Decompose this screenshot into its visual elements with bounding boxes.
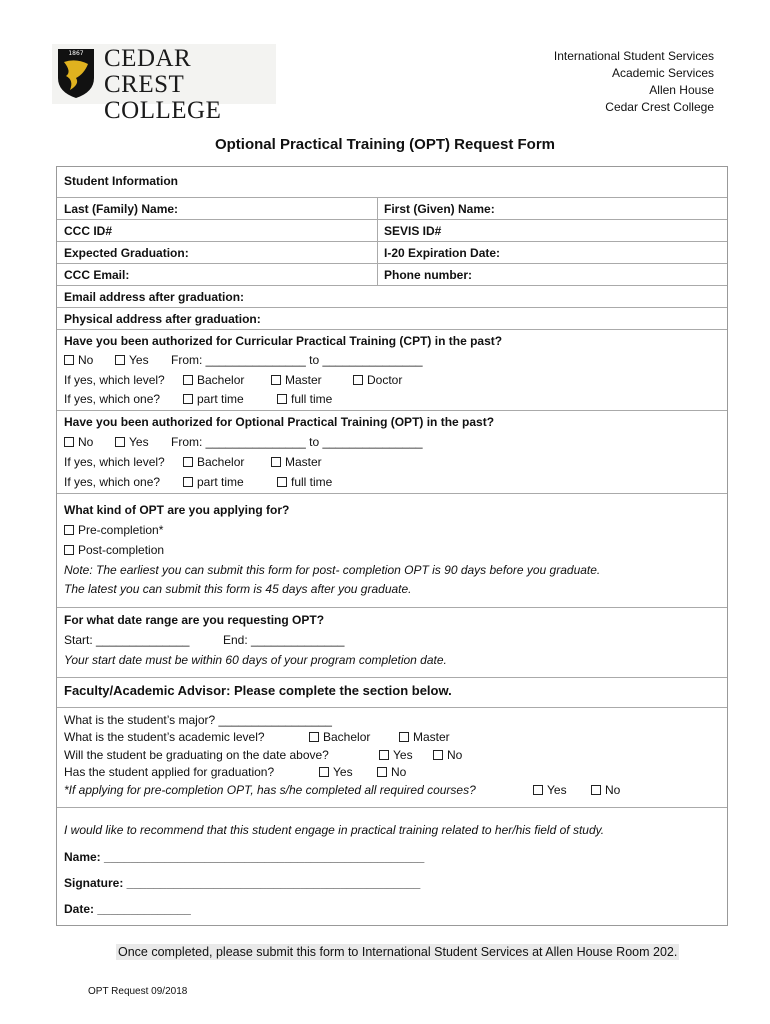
checkbox-icon <box>399 732 409 742</box>
start-date-field[interactable]: Start: ______________ <box>64 633 190 647</box>
shield-icon <box>56 48 96 100</box>
ccc-id-field[interactable]: CCC ID# <box>64 224 113 238</box>
address-line: International Student Services <box>553 49 714 63</box>
opt-kind-note-2: The latest you can submit this form is 45 days after you graduate. <box>64 582 412 596</box>
checkbox-icon <box>115 355 125 365</box>
opt-past-question: Have you been authorized for Optional Practical Training (OPT) in the past? <box>64 415 495 429</box>
graduating-yes-option[interactable]: Yes <box>379 748 413 762</box>
logo-name-line2: COLLEGE <box>104 97 222 124</box>
opt-bachelor-option[interactable]: Bachelor <box>183 455 244 469</box>
office-address <box>554 48 714 116</box>
academic-level-question: What is the student’s academic level? <box>64 730 265 744</box>
opt-part-time-option[interactable]: part time <box>183 475 244 489</box>
physical-address-field[interactable]: Physical address after graduation: <box>64 312 261 326</box>
checkbox-icon <box>64 355 74 365</box>
opt-no-option[interactable]: No <box>64 435 93 449</box>
ccc-email-field[interactable]: CCC Email: <box>64 268 130 282</box>
email-after-field[interactable]: Email address after graduation: <box>64 290 245 304</box>
address-line: Cedar Crest College <box>605 100 714 114</box>
i20-expiration-field[interactable]: I-20 Expiration Date: <box>384 246 501 260</box>
cpt-from-to[interactable]: From: _______________ to _______________ <box>171 353 423 367</box>
checkbox-icon <box>379 750 389 760</box>
major-field[interactable]: What is the student’s major? _________________ <box>64 713 332 727</box>
applied-question: Has the student applied for graduation? <box>64 765 275 779</box>
recommendation-statement: I would like to recommend that this student engage in practical training related to her/his field of study. <box>64 823 605 837</box>
opt-kind-note-1: Note: The earliest you can submit this form for post- completion OPT is 90 days before you graduate. <box>64 563 601 577</box>
opt-yes-option[interactable]: Yes <box>115 435 149 449</box>
cpt-doctor-option[interactable]: Doctor <box>353 373 402 387</box>
courses-question: *If applying for pre-completion OPT, has s/he completed all required courses? <box>64 783 476 797</box>
logo-name-line1: CEDAR CREST <box>104 45 192 98</box>
cpt-bachelor-option[interactable]: Bachelor <box>183 373 244 387</box>
checkbox-icon <box>64 437 74 447</box>
expected-graduation-field[interactable]: Expected Graduation: <box>64 246 189 260</box>
checkbox-icon <box>183 375 193 385</box>
advisor-name-field[interactable]: Name: ________________________________________________ <box>64 850 425 864</box>
cpt-part-time-option[interactable]: part time <box>183 392 244 406</box>
checkbox-icon <box>319 767 329 777</box>
checkbox-icon <box>64 545 74 555</box>
graduating-question: Will the student be graduating on the date above? <box>64 748 329 762</box>
last-name-field[interactable]: Last (Family) Name: <box>64 202 179 216</box>
end-date-field[interactable]: End: ______________ <box>223 633 345 647</box>
advisor-bachelor-option[interactable]: Bachelor <box>309 730 370 744</box>
applied-no-option[interactable]: No <box>377 765 406 779</box>
checkbox-icon <box>309 732 319 742</box>
checkbox-icon <box>271 375 281 385</box>
cpt-full-time-option[interactable]: full time <box>277 392 332 406</box>
form-revision: OPT Request 09/2018 <box>88 986 188 997</box>
section-student-heading: Student Information <box>64 174 178 188</box>
cpt-level-question: If yes, which level? <box>64 373 165 387</box>
courses-yes-option[interactable]: Yes <box>533 783 567 797</box>
checkbox-icon <box>591 785 601 795</box>
college-logo <box>52 44 276 124</box>
advisor-signature-field[interactable]: Signature: ____________________________________________ <box>64 876 421 890</box>
checkbox-icon <box>277 477 287 487</box>
advisor-heading: Faculty/Academic Advisor: Please complete the section below. <box>64 683 452 698</box>
graduating-no-option[interactable]: No <box>433 748 462 762</box>
checkbox-icon <box>183 394 193 404</box>
checkbox-icon <box>183 477 193 487</box>
courses-no-option[interactable]: No <box>591 783 620 797</box>
submission-instructions: Once completed, please submit this form to International Student Services at Allen House Room 202. <box>118 945 678 959</box>
form-title: Optional Practical Training (OPT) Request Form <box>214 136 556 153</box>
svg-text:1867: 1867 <box>68 50 84 57</box>
cpt-no-option[interactable]: No <box>64 353 93 367</box>
phone-field[interactable]: Phone number: <box>384 268 473 282</box>
checkbox-icon <box>183 457 193 467</box>
applied-yes-option[interactable]: Yes <box>319 765 353 779</box>
checkbox-icon <box>377 767 387 777</box>
opt-which-question: If yes, which one? <box>64 475 161 489</box>
checkbox-icon <box>533 785 543 795</box>
address-line: Academic Services <box>611 66 714 80</box>
cpt-question: Have you been authorized for Curricular Practical Training (CPT) in the past? <box>64 334 503 348</box>
form-frame <box>56 166 728 926</box>
cpt-master-option[interactable]: Master <box>271 373 322 387</box>
opt-level-question: If yes, which level? <box>64 455 165 469</box>
opt-full-time-option[interactable]: full time <box>277 475 332 489</box>
checkbox-icon <box>433 750 443 760</box>
checkbox-icon <box>353 375 363 385</box>
address-line: Allen House <box>649 83 714 97</box>
advisor-date-field[interactable]: Date: ______________ <box>64 902 191 916</box>
sevis-id-field[interactable]: SEVIS ID# <box>384 224 442 238</box>
cpt-yes-option[interactable]: Yes <box>115 353 149 367</box>
first-name-field[interactable]: First (Given) Name: <box>384 202 495 216</box>
post-completion-option[interactable]: Post-completion <box>64 543 164 557</box>
opt-from-to[interactable]: From: _______________ to _______________ <box>171 435 423 449</box>
opt-kind-question: What kind of OPT are you applying for? <box>64 503 290 517</box>
checkbox-icon <box>64 525 74 535</box>
pre-completion-option[interactable]: Pre-completion* <box>64 523 163 537</box>
opt-master-option[interactable]: Master <box>271 455 322 469</box>
date-range-note: Your start date must be within 60 days of your program completion date. <box>64 653 447 667</box>
date-range-question: For what date range are you requesting OPT? <box>64 613 325 627</box>
checkbox-icon <box>115 437 125 447</box>
advisor-master-option[interactable]: Master <box>399 730 450 744</box>
cpt-which-question: If yes, which one? <box>64 392 161 406</box>
checkbox-icon <box>277 394 287 404</box>
checkbox-icon <box>271 457 281 467</box>
